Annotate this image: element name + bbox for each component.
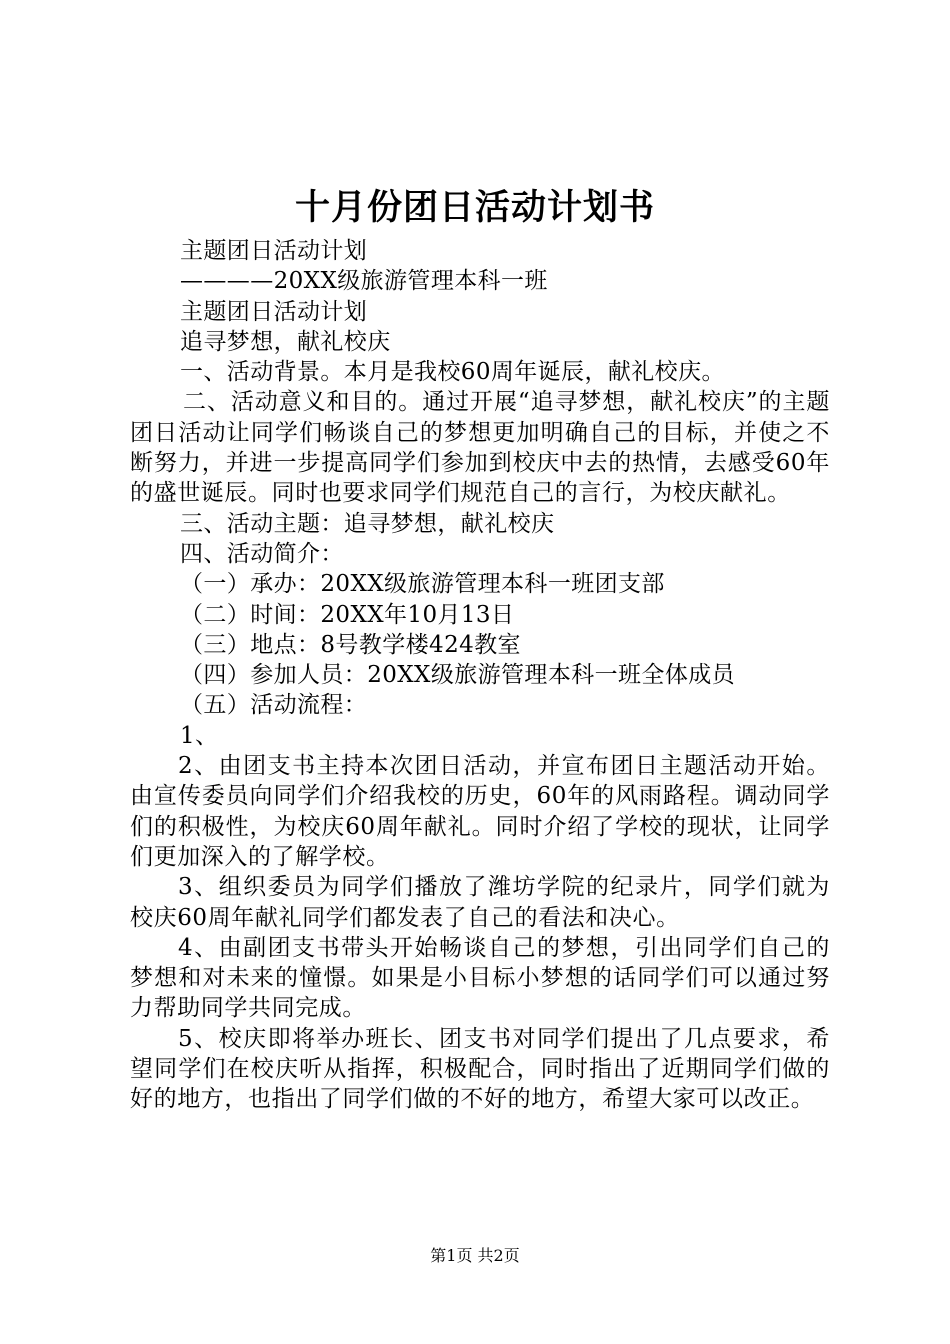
subtitle-line: 主题团日活动计划 <box>180 238 368 264</box>
step-5: 5、校庆即将举办班长、团支书对同学们提出了几点要求，希望同学们在校庆听从指挥，积极配合，同时指出了近期同学们做的好的地方，也指出了同学们做的不好的地方，希望大家可以改正。 <box>130 1025 830 1113</box>
step-1: 1、 <box>180 722 219 749</box>
subtitle-line: 主题团日活动计划 <box>180 298 368 325</box>
page-number-footer: 第1页 共2页 <box>430 1246 520 1265</box>
document-body <box>130 236 830 1115</box>
detail-organizer: （一）承办：20XX级旅游管理本科一班团支部 <box>180 571 665 598</box>
class-line: ————20XX级旅游管理本科一班 <box>180 268 548 295</box>
detail-location: （三）地点：8号教学楼424教室 <box>180 631 521 658</box>
document-title: 十月份团日活动计划书 <box>294 187 655 228</box>
section-intro: 四、活动简介： <box>180 540 344 567</box>
step-4: 4、由副团支书带头开始畅谈自己的梦想，引出同学们自己的梦想和对未来的憧憬。如果是小目标小梦想的话同学们可以通过努力帮助同学共同完成。 <box>130 934 830 1022</box>
step-2: 2、由团支书主持本次团日活动，并宣布团日主题活动开始。由宣传委员向同学们介绍我校的历史，60年的风雨路程。调动同学们的积极性，为校庆60周年献礼。同时介绍了学校的现状，让同学们更加深入的了解学校。 <box>130 753 830 870</box>
detail-process: （五）活动流程： <box>180 692 368 719</box>
section-theme: 三、活动主题：追寻梦想，献礼校庆 <box>180 510 555 537</box>
section-purpose: 二、活动意义和目的。通过开展“追寻梦想，献礼校庆”的主题团日活动让同学们畅谈自己的梦想更加明确自己的目标，并使之不断努力，并进一步提高同学们参加到校庆中去的热情，去感受60年的盛世诞辰。同时也要求同学们规范自己的言行，为校庆献礼。 <box>130 389 830 507</box>
theme-line: 追寻梦想，献礼校庆 <box>180 328 391 355</box>
step-3: 3、组织委员为同学们播放了潍坊学院的纪录片，同学们就为校庆60周年献礼同学们都发表了自己的看法和决心。 <box>130 874 830 931</box>
detail-time: （二）时间：20XX年10月13日 <box>180 601 515 628</box>
section-background: 一、活动背景。本月是我校60周年诞辰，献礼校庆。 <box>180 359 725 386</box>
detail-participants: （四）参加人员：20XX级旅游管理本科一班全体成员 <box>180 662 736 689</box>
